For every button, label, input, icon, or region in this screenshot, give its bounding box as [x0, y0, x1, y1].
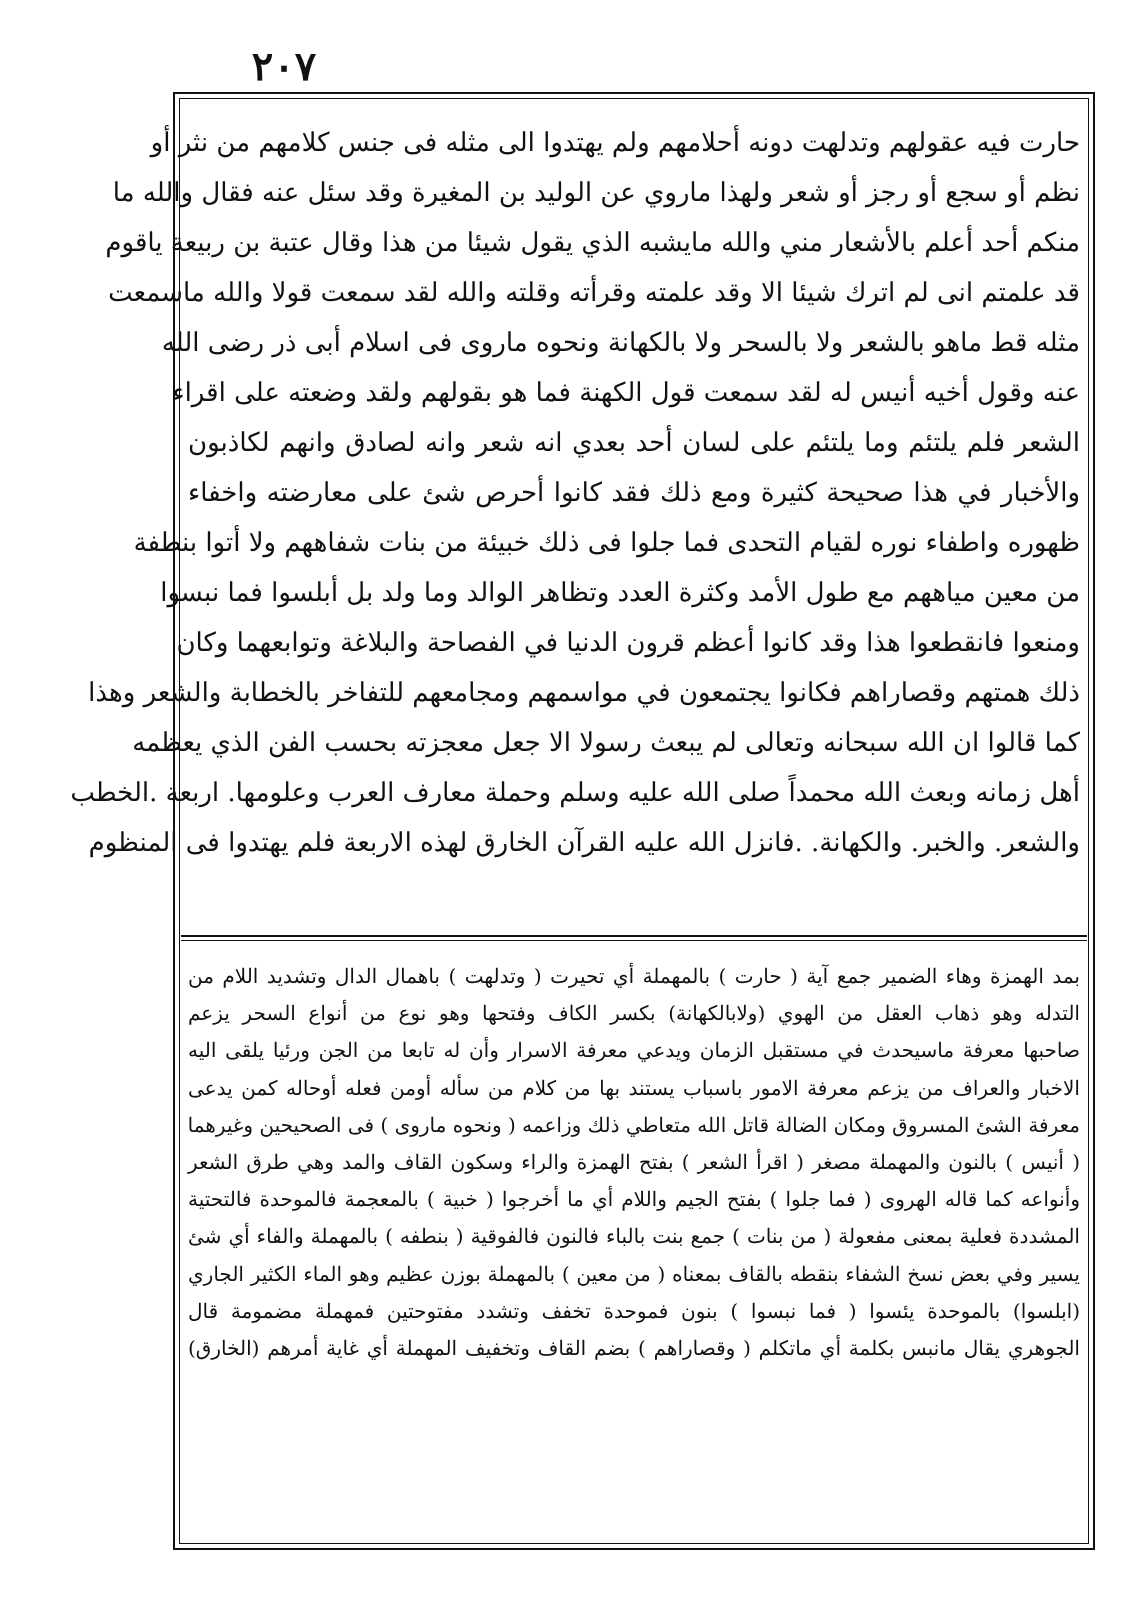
main-text-line: قد علمتم انى لم اترك شيئا الا وقد علمته وقرأته وقلته والله لقد سمعت قولا والله ماسمعت — [108, 278, 1080, 308]
footnote-block — [188, 958, 1080, 1538]
main-text-line: والشعر. والخبر. والكهانة. .فانزل الله عليه القرآن الخارق لهذه الاربعة فلم يهتدوا فى المنظوم — [88, 828, 1080, 858]
separator-rule — [181, 935, 1087, 937]
footnote-line: وأنواعه كما قاله الهروى ( فما جلوا ) بفتح الجيم واللام أي ما أخرجوا ( خبية ) بالمعجمة فالموحدة فالتحتية — [188, 1187, 1080, 1212]
separator-rule-thin — [181, 940, 1087, 941]
page-number: ٢٠٧ — [251, 43, 317, 90]
main-text-line: ذلك همتهم وقصاراهم فكانوا يجتمعون في مواسمهم ومجامعهم للتفاخر بالخطابة والشعر وهذا — [88, 678, 1080, 708]
footnote-line: صاحبها معرفة ماسيحدث في مستقبل الزمان ويدعي معرفة الاسرار وأن له تابعا من الجن ورئيا يلقى اليه — [188, 1038, 1080, 1063]
main-text-line: والأخبار في هذا صحيحة كثيرة ومع ذلك فقد كانوا أحرص شئ على معارضته واخفاء — [188, 478, 1080, 508]
footnote-line: الاخبار والعراف من يزعم معرفة الامور باسباب يستند بها من كلام من سأله أومن فعله أوحاله كمن يدعى — [188, 1075, 1080, 1100]
main-text-line: من معين مياههم مع طول الأمد وكثرة العدد وتظاهر الوالد وما ولد بل أبلسوا فما نبسوا — [160, 578, 1080, 608]
main-text-line: عنه وقول أخيه أنيس له لقد سمعت قول الكهنة فما هو بقولهم ولقد وضعته على اقراء — [172, 378, 1080, 408]
footnote-line: التدله وهو ذهاب العقل من الهوي (ولابالكهانة) بكسر الكاف وفتحها وهو نوع من أنواع السحر يزعم — [188, 1001, 1080, 1026]
footnote-line: بمد الهمزة وهاء الضمير جمع آية ( حارت ) بالمهملة أي تحيرت ( وتدلهت ) باهمال الدال وتشديد اللام من — [188, 964, 1080, 988]
main-text-block — [70, 118, 1080, 918]
main-text-line: مثله قط ماهو بالشعر ولا بالسحر ولا بالكهانة ونحوه ماروى فى اسلام أبى ذر رضى الله — [161, 328, 1080, 358]
main-text-line: منكم أحد أعلم بالأشعار مني والله مايشبه الذي يقول شيئا من هذا وقال عتبة بن ربيعة ياقوم — [105, 228, 1080, 258]
footnote-line: المشددة فعلية بمعنى مفعولة ( من بنات ) جمع بنت بالباء فالنون فالفوقية ( بنطفه ) بالمهملة والفاء أي شئ — [188, 1224, 1080, 1249]
footnote-line: يسير وفي بعض نسخ الشفاء بنقطه بالقاف بمعناه ( من معين ) بالمهملة بوزن عظيم وهو الماء الكثير الجاري — [188, 1261, 1080, 1286]
main-text-line: أهل زمانه وبعث الله محمداً صلى الله عليه وسلم وحملة معارف العرب وعلومها. اربعة .الخطب — [70, 778, 1080, 808]
footnote-line: ( أنيس ) بالنون والمهملة مصغر ( اقرأ الشعر ) بفتح الهمزة والراء وسكون القاف والمد وهي طرق الشعر — [188, 1149, 1080, 1174]
main-text-line: نظم أو سجع أو رجز أو شعر ولهذا ماروي عن الوليد بن المغيرة وقد سئل عنه فقال والله ما — [112, 178, 1080, 208]
footnote-line: (ابلسوا) بالموحدة يئسوا ( فما نبسوا ) بنون فموحدة تخفف وتشدد مفتوحتين فمهملة مضمومة قال — [188, 1298, 1080, 1323]
main-text-line: ومنعوا فانقطعوا هذا وقد كانوا أعظم قرون الدنيا في الفصاحة والبلاغة وتوابعهما وكان — [176, 628, 1080, 658]
footnote-line: معرفة الشئ المسروق ومكان الضالة قاتل الله متعاطي ذلك وزاعمه ( ونحوه ماروى ) فى الصحيحين وغيرهما — [187, 1112, 1080, 1137]
footnote-line: الجوهري يقال مانبس بكلمة أي ماتكلم ( وقصاراهم ) بضم القاف وتخفيف المهملة أي غاية أمرهم (الخارق) — [188, 1335, 1080, 1360]
main-text-line: الشعر فلم يلتئم وما يلتئم على لسان أحد بعدي انه شعر وانه لصادق وانهم لكاذبون — [188, 428, 1080, 458]
main-text-line: ظهوره واطفاء نوره لقيام التحدى فما جلوا فى ذلك خبيئة من بنات شفاههم ولا أتوا بنطفة — [133, 528, 1080, 558]
main-text-line: حارت فيه عقولهم وتدلهت دونه أحلامهم ولم يهتدوا الى مثله فى جنس كلامهم من نثر أو — [150, 128, 1080, 158]
main-text-line: كما قالوا ان الله سبحانه وتعالى لم يبعث رسولا الا جعل معجزته بحسب الفن الذي يعظمه — [132, 728, 1080, 758]
